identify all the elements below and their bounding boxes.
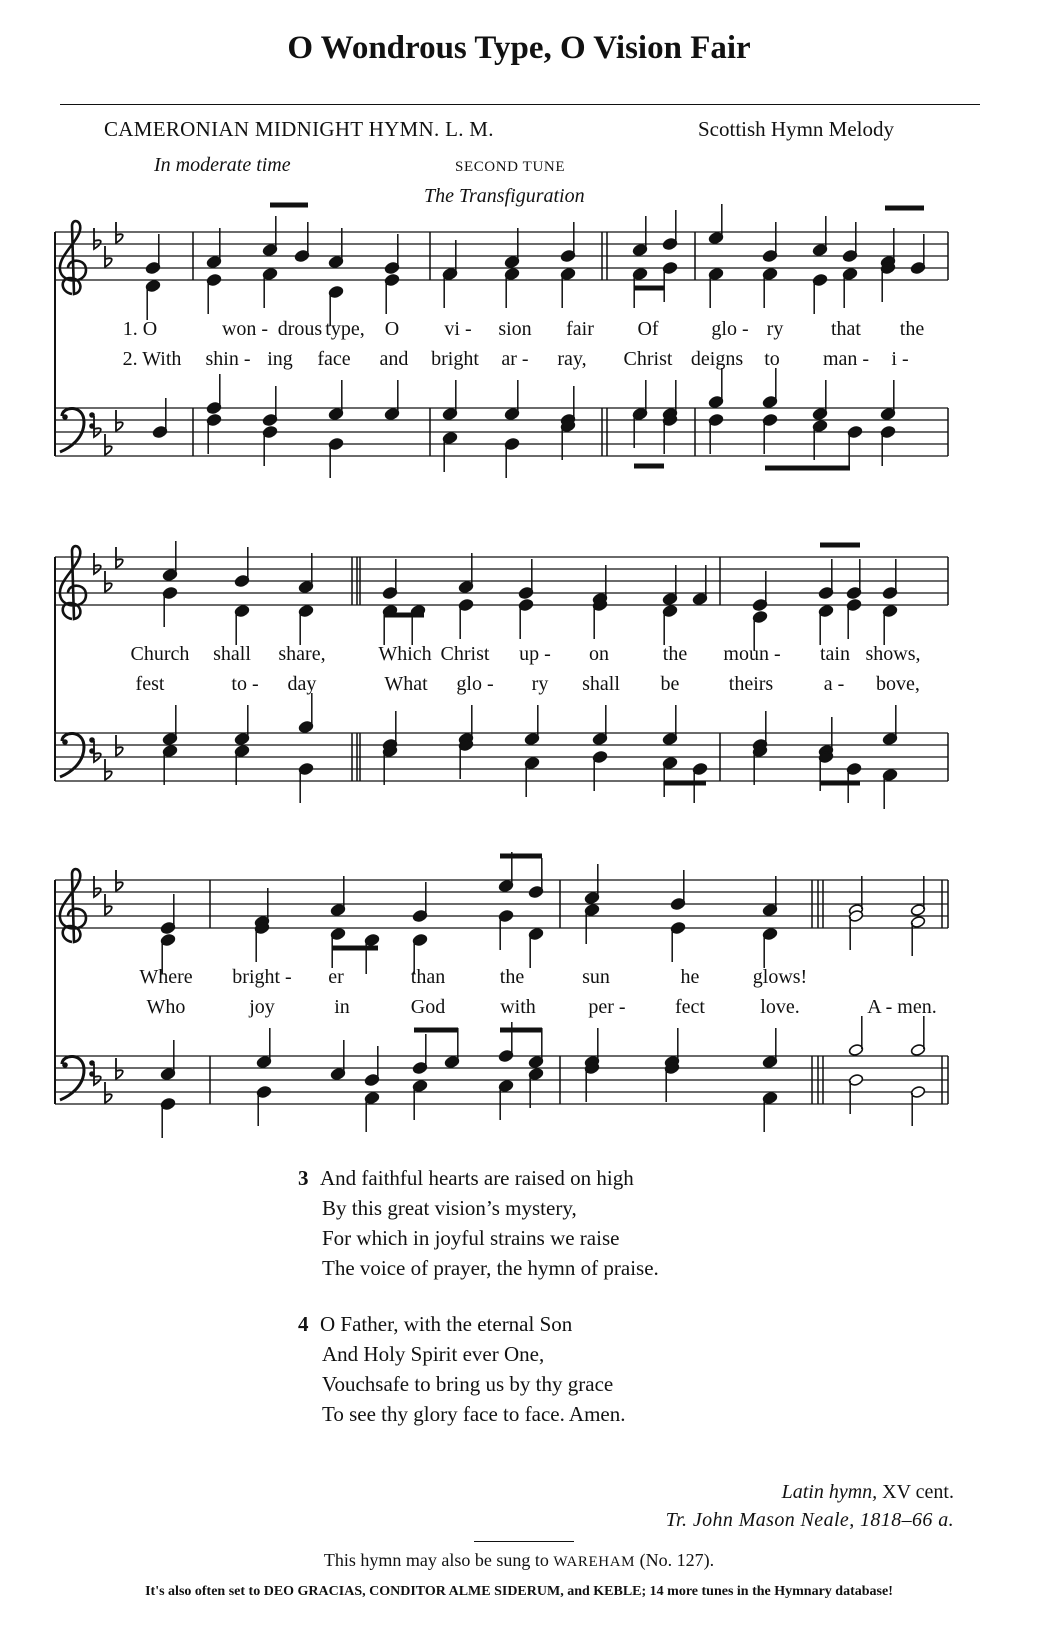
lyric: type, (325, 318, 365, 340)
lyric: up - (519, 643, 551, 665)
bass-clef-icon (60, 1056, 95, 1100)
lyric: bove, (876, 673, 920, 695)
stanza-line: By this great vision’s mystery, (322, 1196, 577, 1220)
lyric: a - (823, 673, 845, 695)
lyric: and (379, 348, 409, 370)
lyric: ry (531, 673, 549, 695)
beam (634, 286, 664, 291)
text-source (782, 1481, 954, 1504)
hymn-title: O Wondrous Type, O Vision Fair (287, 30, 751, 66)
stanza-line: To see thy glory face to face. Amen. (322, 1402, 626, 1426)
lyric: Christ (440, 643, 490, 665)
lyric: Christ (623, 348, 673, 370)
lyric: Which (378, 643, 432, 665)
beam (500, 854, 542, 859)
lyric: the (899, 318, 925, 340)
lyric: vi - (444, 318, 472, 340)
beam (765, 466, 850, 471)
lyric: tain (820, 643, 850, 665)
stanza-line: O Father, with the eternal Son (320, 1312, 573, 1336)
lyric: i - (891, 348, 909, 370)
lyric: ar - (501, 348, 529, 370)
beam (820, 543, 860, 548)
stanza-line: Vouchsafe to bring us by thy grace (322, 1372, 614, 1396)
tempo-marking: In moderate time (154, 154, 291, 176)
lyric: glo - (456, 673, 494, 695)
lyric: shall (213, 643, 251, 665)
lyric: won - (221, 318, 269, 340)
bass-clef-icon (60, 733, 95, 777)
lyric: God (410, 996, 446, 1018)
alt-note-suffix: (No. 127). (635, 1550, 715, 1570)
tune-name: CAMERONIAN MIDNIGHT HYMN. L. M. (104, 117, 494, 141)
alternate-tune-note (0, 1550, 1038, 1571)
beam (384, 613, 424, 618)
title-rule (60, 104, 980, 105)
lyric: deigns (690, 348, 744, 370)
music-system-2 (0, 525, 1038, 815)
music-system-3 (0, 848, 1038, 1138)
beam (885, 206, 924, 211)
lyric: 2. With (122, 348, 182, 370)
stanza-number: 3 (298, 1166, 309, 1190)
second-tune-label: SECOND TUNE (455, 159, 566, 175)
lyric: face (317, 348, 351, 370)
beam (820, 781, 860, 786)
lyric: O (384, 318, 400, 340)
lyric: joy (249, 996, 275, 1018)
lyric: fect (675, 996, 705, 1018)
stanza-line: And faithful hearts are raised on high (320, 1166, 634, 1190)
beam (414, 1028, 458, 1033)
lyric: shall (582, 673, 620, 695)
lyric: love. (760, 996, 800, 1018)
alt-note-prefix: This hymn may also be sung to (323, 1550, 554, 1570)
lyric: Who (146, 996, 186, 1018)
lyric: glows! (752, 966, 808, 988)
stanza-line: For which in joyful strains we raise (322, 1226, 620, 1250)
lyric: What (384, 673, 428, 695)
lyric: fair (566, 318, 594, 340)
lyric: sun (582, 966, 610, 988)
lyric: sion (498, 318, 532, 340)
lyric: the (499, 966, 525, 988)
bass-clef-icon (60, 408, 95, 452)
flat-icon (94, 876, 101, 897)
footnote-rule (474, 1541, 574, 1542)
lyric: A - men. (867, 996, 937, 1018)
lyric: drous (277, 318, 323, 340)
lyric: on (589, 643, 609, 665)
lyric: share, (278, 643, 326, 665)
tune-source: Scottish Hymn Melody (698, 117, 895, 141)
lyric: Where (139, 966, 193, 988)
lyric: Church (130, 643, 190, 665)
alt-tune-name: WAREHAM (553, 1554, 636, 1570)
beam (664, 781, 706, 786)
stanza-line: And Holy Spirit ever One, (322, 1342, 545, 1366)
beam (500, 1028, 542, 1033)
flat-icon (94, 416, 101, 437)
lyric: ing (267, 348, 293, 370)
flat-icon (94, 741, 101, 762)
lyric: moun - (723, 643, 781, 665)
alternate-tunes-list: It's also often set to DEO GRACIAS, CONDITOR ALME SIDERUM, and KEBLE; 14 more tunes in the Hymnary database! (145, 1584, 893, 1599)
flat-icon (94, 1064, 101, 1085)
tune-subtitle: The Transfiguration (424, 185, 585, 207)
lyric: Of (637, 318, 659, 340)
lyric: theirs (728, 673, 774, 695)
text-source-name: Latin hymn, (781, 1481, 878, 1503)
lyric: fest (135, 673, 165, 695)
text-source-century: XV cent. (877, 1481, 954, 1503)
lyric: day (287, 673, 317, 695)
lyric: bright (431, 348, 479, 370)
lyric: bright - (232, 966, 292, 988)
translator-credit: Tr. John Mason Neale, 1818–66 a. (665, 1509, 954, 1531)
beam (634, 464, 664, 469)
lyric: to (764, 348, 780, 370)
lyric: shows, (865, 643, 921, 665)
lyric: be (660, 673, 680, 695)
stanza-line: The voice of prayer, the hymn of praise. (322, 1256, 659, 1280)
lyric: man - (822, 348, 870, 370)
lyric: that (831, 318, 861, 340)
stanza-number: 4 (298, 1312, 309, 1336)
lyric: than (410, 966, 446, 988)
lyric: per - (588, 996, 626, 1018)
lyric: ray, (557, 348, 587, 370)
lyric: ry (766, 318, 784, 340)
lyric: 1. O (122, 318, 158, 340)
lyric: with (500, 996, 536, 1018)
flat-icon (94, 553, 101, 574)
lyric: he (680, 966, 700, 988)
lyric: the (662, 643, 688, 665)
beam (332, 946, 378, 951)
beam (270, 203, 308, 208)
lyric: er (328, 966, 344, 988)
flat-icon (94, 228, 101, 249)
lyric: in (334, 996, 350, 1018)
lyric: glo - (711, 318, 749, 340)
lyric: shin - (205, 348, 251, 370)
lyric: to - (231, 673, 259, 695)
